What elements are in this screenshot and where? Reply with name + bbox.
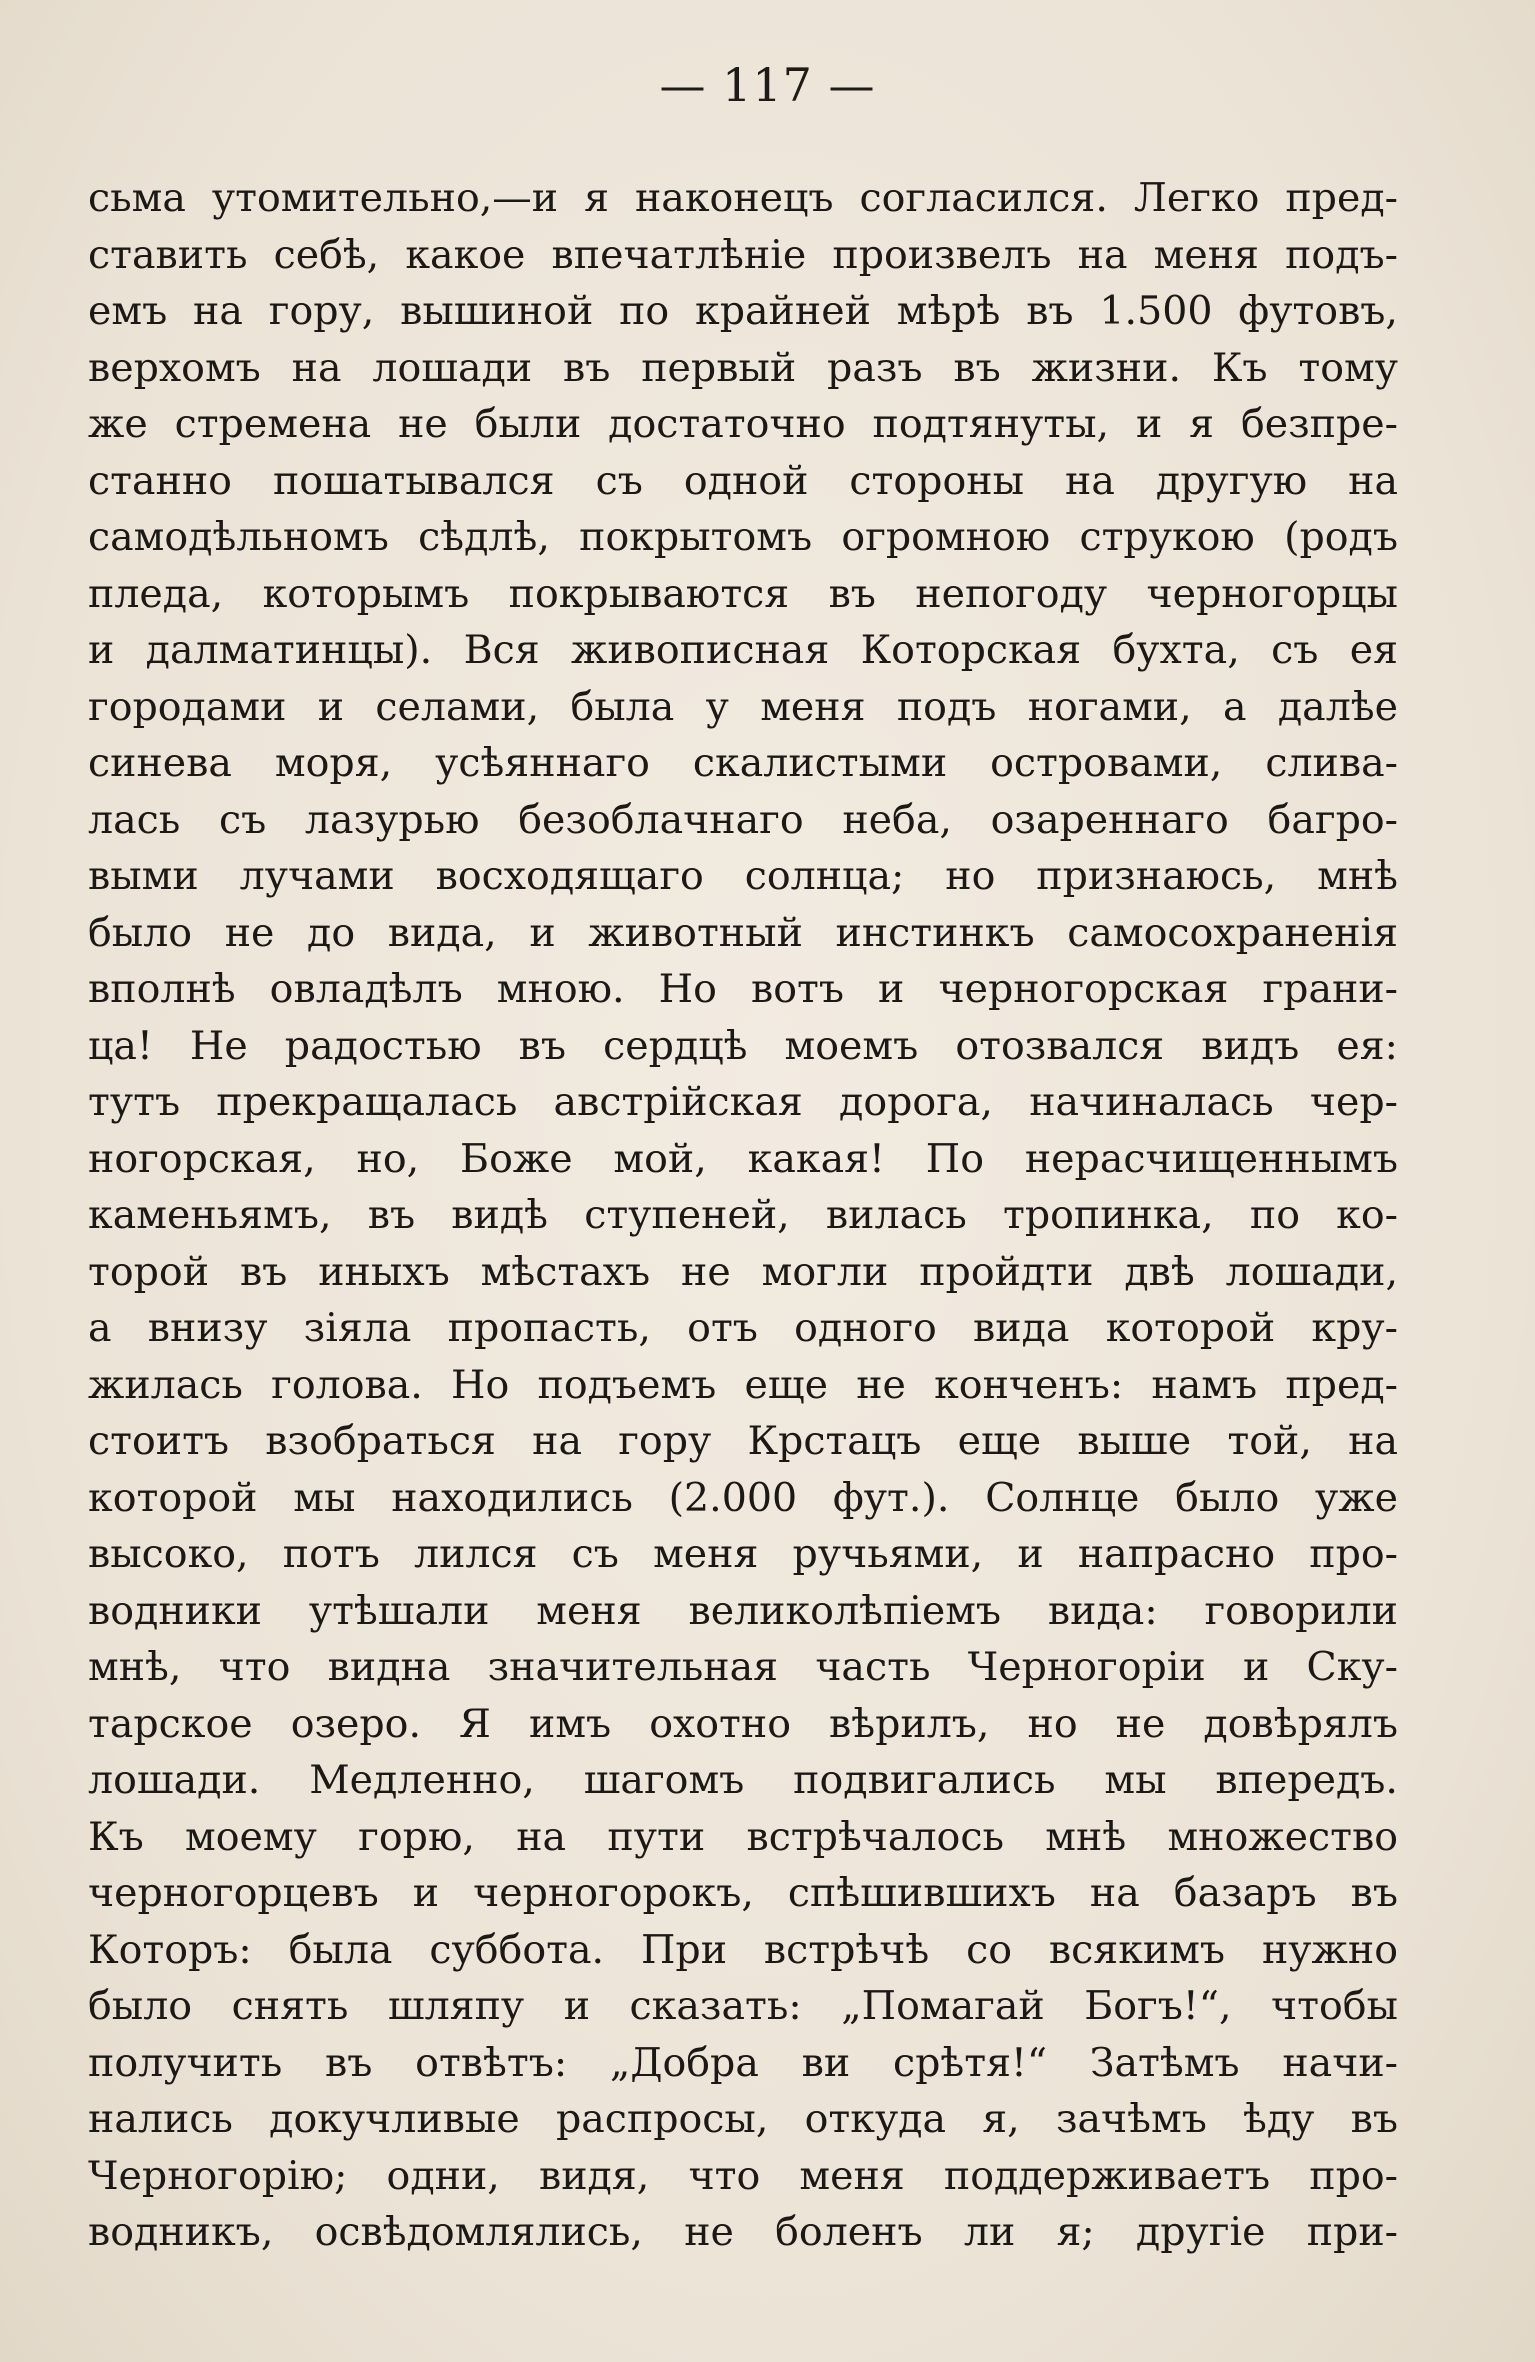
text-line: мнѣ, что видна значительная часть Черногоріи и Ску- <box>88 1644 1398 1690</box>
text-line: ца! Не радостью въ сердцѣ моемъ отозвался видъ ея: <box>88 1022 1398 1069</box>
text-line: и далматинцы). Вся живописная Которская бухта, съ ея <box>88 627 1398 673</box>
page-number: — 117 — <box>659 58 876 112</box>
text-line: было не до вида, и животный инстинкъ самосохраненія <box>88 909 1398 956</box>
text-line: ставить себѣ, какое впечатлѣніе произвелъ на меня подъ- <box>88 231 1398 278</box>
text-line: емъ на гору, вышиной по крайней мѣрѣ въ 1.500 футовъ, <box>88 288 1398 334</box>
text-line: Черногорію; одни, видя, что меня поддерживаетъ про- <box>88 2152 1398 2199</box>
text-line: Которъ: была суббота. При встрѣчѣ со всякимъ нужно <box>88 1926 1398 1973</box>
text-line: сьма утомительно,—и я наконецъ согласился. Легко пред- <box>88 175 1398 221</box>
text-line: лась съ лазурью безоблачнаго неба, озареннаго багро- <box>88 796 1398 843</box>
text-line: которой мы находились (2.000 фут.). Солнце было уже <box>88 1474 1398 1521</box>
text-line: торой въ иныхъ мѣстахъ не могли пройдти двѣ лошади, <box>88 1248 1398 1295</box>
text-line: а внизу зіяла пропасть, отъ одного вида которой кру- <box>88 1305 1398 1351</box>
text-line: выми лучами восходящаго солнца; но признаюсь, мнѣ <box>88 853 1398 899</box>
text-line: тарское озеро. Я имъ охотно вѣрилъ, но не довѣрялъ <box>88 1700 1398 1747</box>
text-line: водники утѣшали меня великолѣпіемъ вида: говорили <box>88 1587 1398 1634</box>
text-line: водникъ, освѣдомлялись, не боленъ ли я; другіе при- <box>88 2209 1398 2255</box>
text-line: черногорцевъ и черногорокъ, спѣшившихъ на базаръ въ <box>88 1870 1398 1916</box>
text-line: станно пошатывался съ одной стороны на другую на <box>88 457 1398 504</box>
text-line: получить въ отвѣтъ: „Добра ви срѣтя!“ Затѣмъ начи- <box>88 2039 1398 2086</box>
text-line: самодѣльномъ сѣдлѣ, покрытомъ огромною струкою (родъ <box>88 514 1398 560</box>
text-line: высоко, потъ лился съ меня ручьями, и напрасно про- <box>88 1531 1398 1577</box>
text-line: тутъ прекращалась австрійская дорога, начиналась чер- <box>88 1079 1398 1125</box>
body-text <box>88 170 1398 2261</box>
text-line: вполнѣ овладѣлъ мною. Но вотъ и черногорская грани- <box>88 966 1398 1012</box>
text-line: городами и селами, была у меня подъ ногами, а далѣе <box>88 683 1398 730</box>
text-line: каменьямъ, въ видѣ ступеней, вилась тропинка, по ко- <box>88 1192 1398 1238</box>
text-line: верхомъ на лошади въ первый разъ въ жизни. Къ тому <box>88 344 1398 391</box>
text-line: пледа, которымъ покрываются въ непогоду черногорцы <box>88 570 1398 617</box>
text-line: синева моря, усѣяннаго скалистыми островами, слива- <box>88 740 1398 786</box>
text-line: стоитъ взобраться на гору Крстацъ еще выше той, на <box>88 1418 1398 1464</box>
text-line: было снять шляпу и сказать: „Помагай Богъ!“, чтобы <box>88 1983 1398 2029</box>
text-line: же стремена не были достаточно подтянуты, и я безпре- <box>88 401 1398 447</box>
text-line: лошади. Медленно, шагомъ подвигались мы впередъ. <box>88 1757 1398 1803</box>
text-line: жилась голова. Но подъемъ еще не конченъ: намъ пред- <box>88 1361 1398 1408</box>
text-line: ногорская, но, Боже мой, какая! По нерасчищеннымъ <box>88 1135 1398 1182</box>
text-line: нались докучливые распросы, откуда я, зачѣмъ ѣду въ <box>88 2096 1398 2142</box>
text-line: Къ моему горю, на пути встрѣчалось мнѣ множество <box>88 1813 1398 1860</box>
